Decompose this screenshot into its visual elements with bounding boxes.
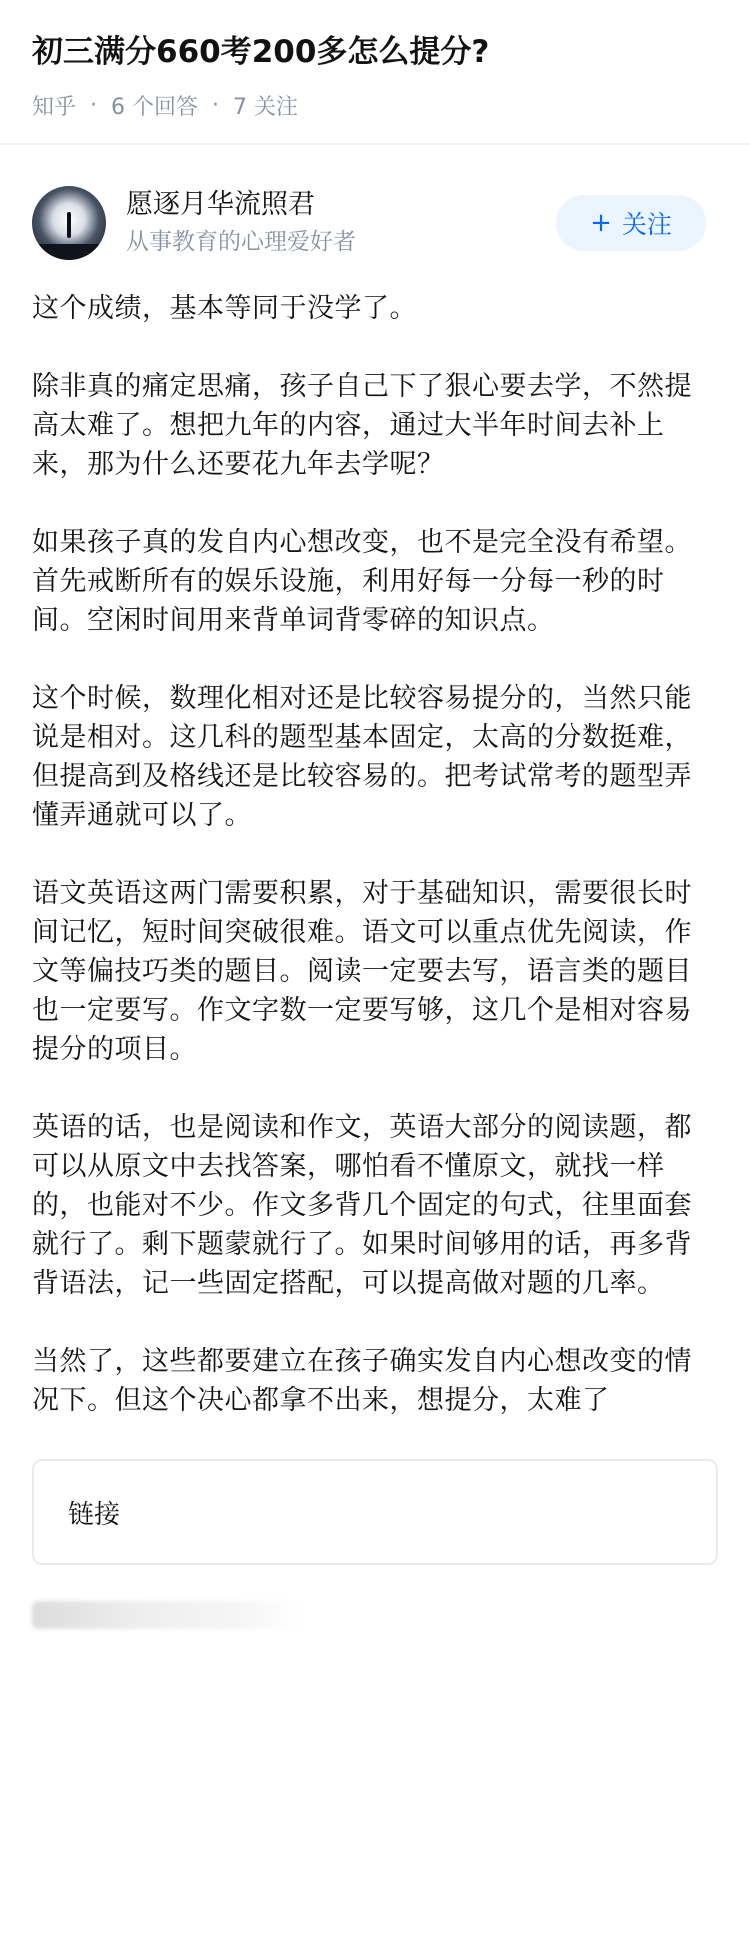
follow-count[interactable]: 7 关注 (233, 95, 299, 120)
author-name[interactable]: 愿逐月华流照君 (126, 189, 315, 220)
avatar-ground (32, 244, 106, 260)
question-header (0, 0, 750, 145)
follow-label: 关注 (621, 210, 672, 239)
link-card-label: 链接 (68, 1499, 121, 1530)
moon-avatar-icon[interactable] (32, 186, 106, 260)
blurred-footer (32, 1601, 302, 1629)
link-card[interactable] (32, 1459, 718, 1565)
question-title[interactable]: 初三满分660考200多怎么提分? (32, 34, 490, 70)
author-row (32, 167, 718, 279)
author-info (126, 187, 556, 259)
meta-separator: · (212, 93, 220, 118)
source-label[interactable]: 知乎 (32, 95, 77, 120)
answer-paragraph: 除非真的痛定思痛，孩子自己下了狠心要去学，不然提高太难了。想把九年的内容，通过大半年时间去补上来，那为什么还要花九年去学呢？ (32, 371, 692, 480)
answer-paragraph: 这个时候，数理化相对还是比较容易提分的，当然只能说是相对。这几科的题型基本固定，太高的分数挺难，但提高到及格线还是比较容易的。把考试常考的题型弄懂弄通就可以了。 (32, 683, 692, 831)
follow-button[interactable] (556, 195, 706, 251)
answer-paragraph: 这个成绩，基本等同于没学了。 (32, 293, 417, 324)
plus-icon: + (590, 208, 612, 238)
avatar-figure (67, 212, 71, 238)
question-meta (32, 90, 718, 121)
answer-count[interactable]: 6 个回答 (111, 95, 199, 120)
answer-card (0, 167, 750, 1629)
answer-paragraph: 当然了，这些都要建立在孩子确实发自内心想改变的情况下。但这个决心都拿不出来，想提分，太难了 (32, 1346, 692, 1416)
meta-separator: · (90, 93, 98, 118)
answer-paragraph: 英语的话，也是阅读和作文，英语大部分的阅读题，都可以从原文中去找答案，哪怕看不懂原文，就找一样的，也能对不少。作文多背几个固定的句式，往里面套就行了。剩下题蒙就行了。如果时间够用的话，再多背背语法，记一些固定搭配，可以提高做对题的几率。 (32, 1112, 692, 1299)
answer-content (32, 289, 718, 1420)
answer-paragraph: 如果孩子真的发自内心想改变，也不是完全没有希望。首先戒断所有的娱乐设施，利用好每一分每一秒的时间。空闲时间用来背单词背零碎的知识点。 (32, 527, 692, 636)
author-bio: 从事教育的心理爱好者 (126, 229, 356, 255)
answer-paragraph: 语文英语这两门需要积累，对于基础知识，需要很长时间记忆，短时间突破很难。语文可以重点优先阅读，作文等偏技巧类的题目。阅读一定要去写，语言类的题目也一定要写。作文字数一定要写够，这几个是相对容易提分的项目。 (32, 878, 692, 1065)
